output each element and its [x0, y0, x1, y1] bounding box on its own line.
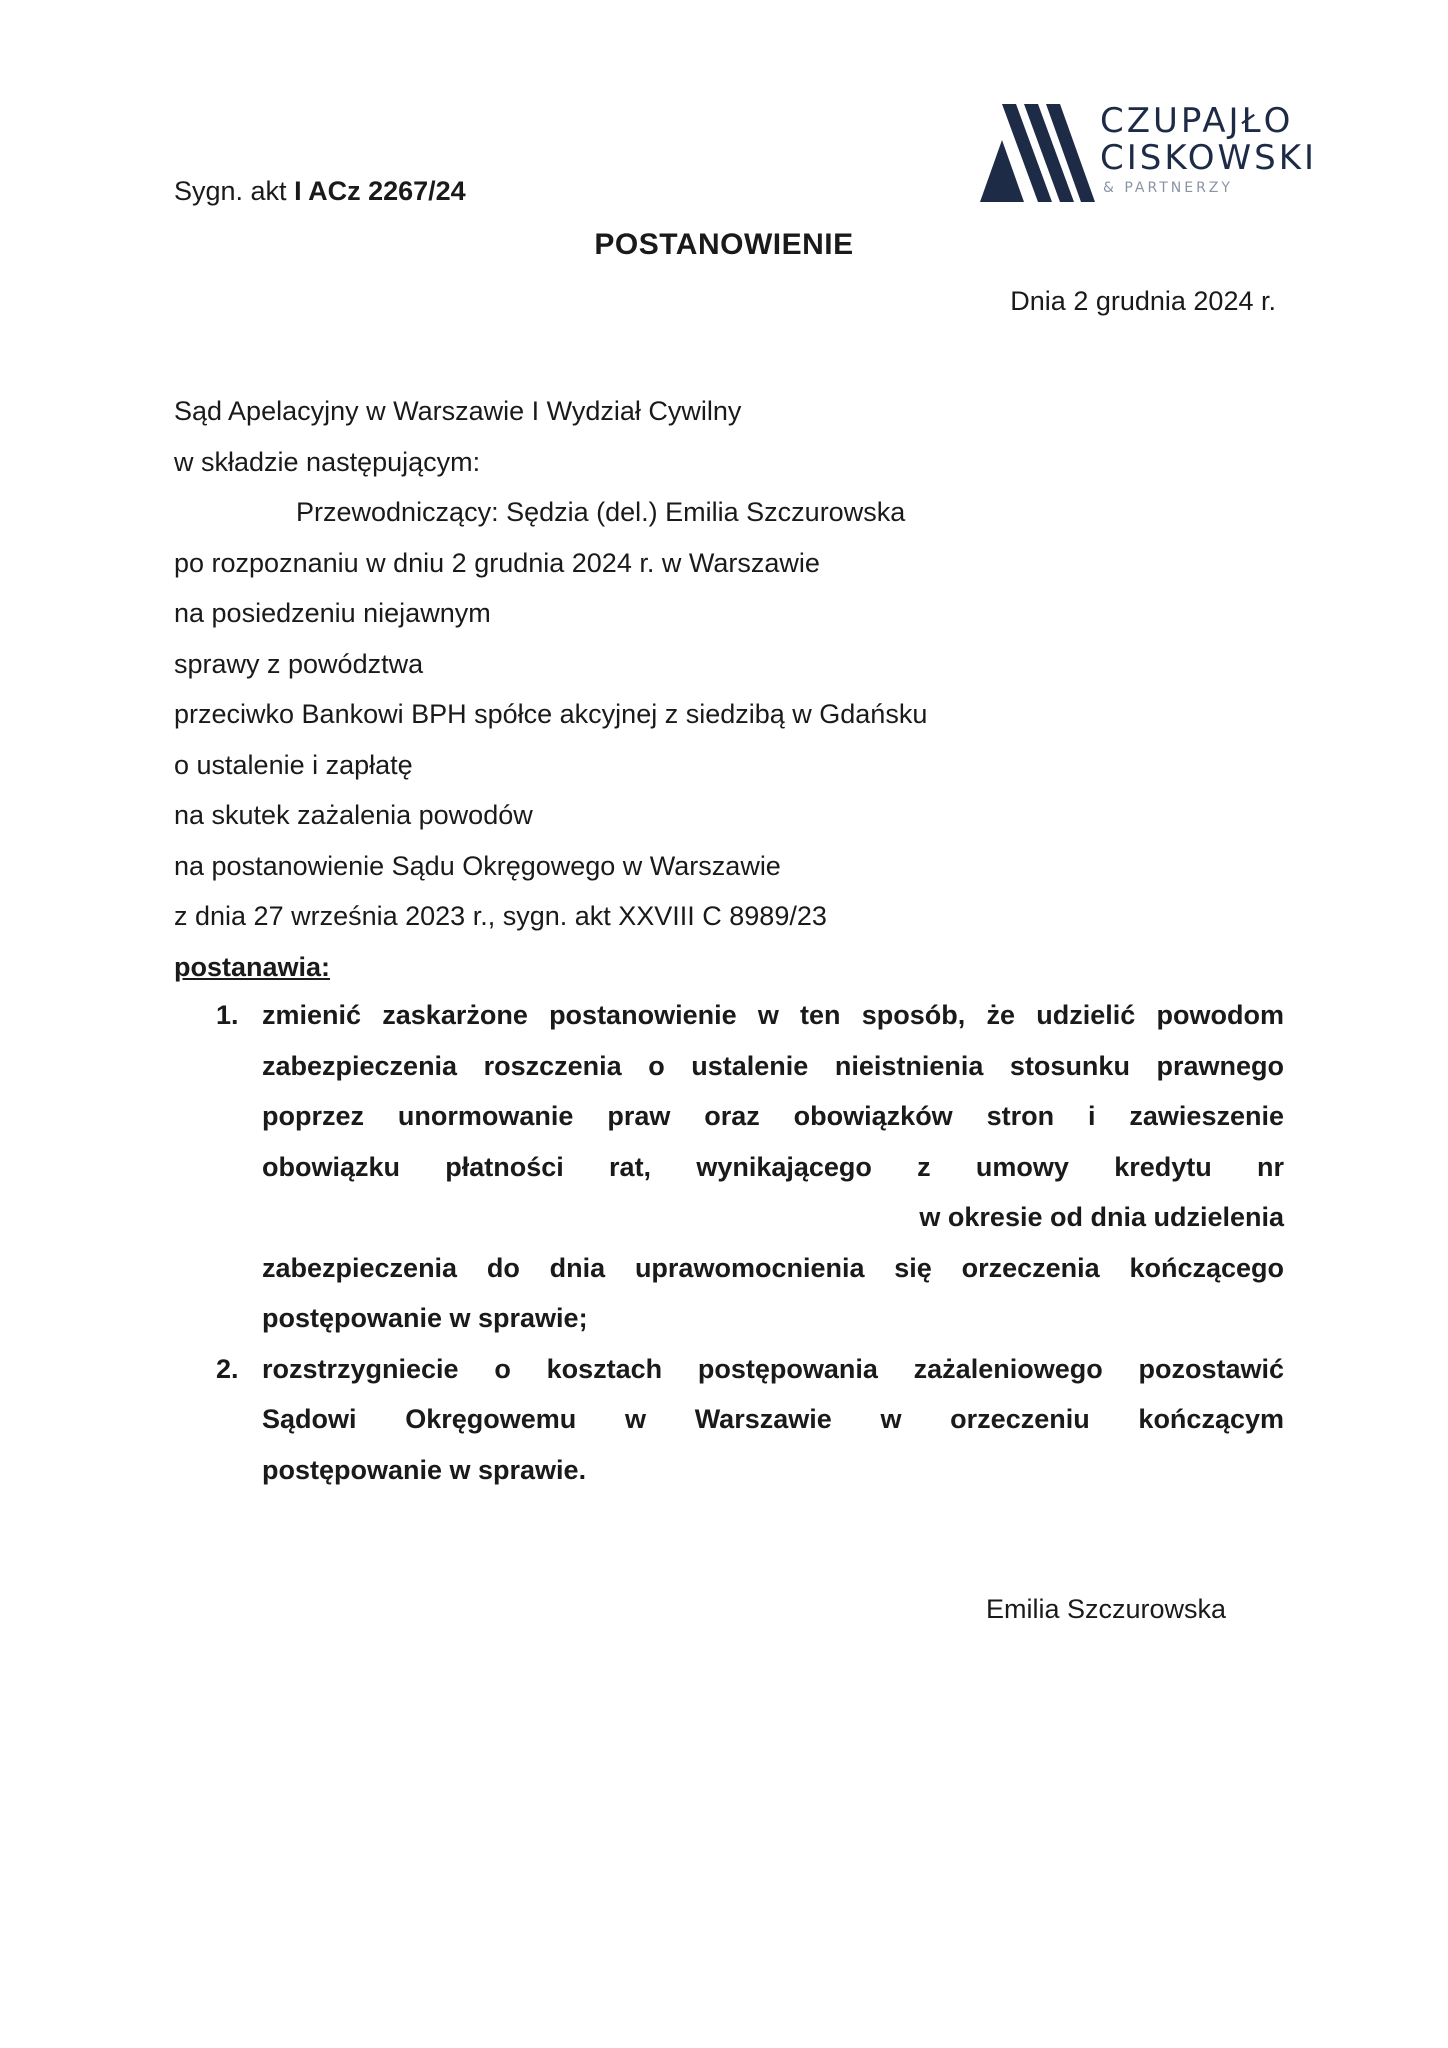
document-title: POSTANOWIENIE — [594, 228, 854, 261]
logo-text-line1: CZUPAJŁO — [1100, 101, 1294, 141]
item-number: 2. — [216, 1353, 239, 1384]
item-line: zabezpieczenia roszczenia o ustalenie nieistnienia stosunku prawnego — [262, 1050, 1284, 1081]
logo-text-line2: CISKOWSKI — [1100, 138, 1318, 178]
decides-heading: postanawia: — [174, 951, 331, 982]
presiding-judge: Przewodniczący: Sędzia (del.) Emilia Szczurowska — [296, 497, 906, 527]
hearing-info: po rozpoznaniu w dniu 2 grudnia 2024 r. w Warszawie — [174, 547, 820, 578]
firm-logo — [980, 101, 1360, 204]
item-line: zabezpieczenia do dnia uprawomocnienia się orzeczenia kończącego — [262, 1252, 1284, 1283]
signature-name: Emilia Szczurowska — [986, 1594, 1227, 1624]
ruling-list — [174, 990, 1284, 1495]
case-signature — [174, 176, 466, 207]
case-signature-number: I ACz 2267/24 — [294, 176, 466, 206]
composition-intro: w składzie następującym: — [174, 446, 481, 477]
item-line: Sądowi Okręgowemu w Warszawie w orzeczeniu kończącym — [262, 1404, 1284, 1434]
case-signature-prefix: Sygn. akt — [174, 176, 295, 206]
logo-text-line3: & PARTNERZY — [1103, 180, 1233, 196]
appealed-ruling: na postanowienie Sądu Okręgowego w Warszawie — [174, 850, 781, 881]
item-line: rozstrzygniecie o kosztach postępowania zażaleniowego pozostawić — [262, 1353, 1284, 1384]
item-line: zmienić zaskarżone postanowienie w ten sposób, że udzielić powodom — [262, 1000, 1284, 1030]
list-item — [174, 1344, 1284, 1496]
case-type: sprawy z powództwa — [174, 648, 424, 679]
item-number: 1. — [216, 1000, 239, 1030]
court-name: Sąd Apelacyjny w Warszawie I Wydział Cywilny — [174, 396, 742, 426]
item-line: postępowanie w sprawie. — [262, 1454, 587, 1485]
appealed-ruling-date: z dnia 27 września 2023 r., sygn. akt XXVIII C 8989/23 — [174, 901, 827, 931]
item-line: postępowanie w sprawie; — [262, 1303, 588, 1333]
document-intro — [174, 386, 1284, 992]
document-date: Dnia 2 grudnia 2024 r. — [1010, 286, 1276, 316]
case-subject: o ustalenie i zapłatę — [174, 749, 413, 780]
list-item — [174, 990, 1284, 1344]
item-line: w okresie od dnia udzielenia — [919, 1202, 1284, 1232]
complaint-info: na skutek zażalenia powodów — [174, 800, 533, 830]
item-line: poprzez unormowanie praw oraz obowiązków stron i zawieszenie — [262, 1101, 1284, 1131]
logo-mark-icon — [980, 104, 1095, 202]
session-type: na posiedzeniu niejawnym — [174, 598, 491, 628]
item-line: obowiązku płatności rat, wynikającego z umowy kredytu nr — [262, 1151, 1284, 1182]
defendant: przeciwko Bankowi BPH spółce akcyjnej z siedzibą w Gdańsku — [174, 699, 928, 729]
